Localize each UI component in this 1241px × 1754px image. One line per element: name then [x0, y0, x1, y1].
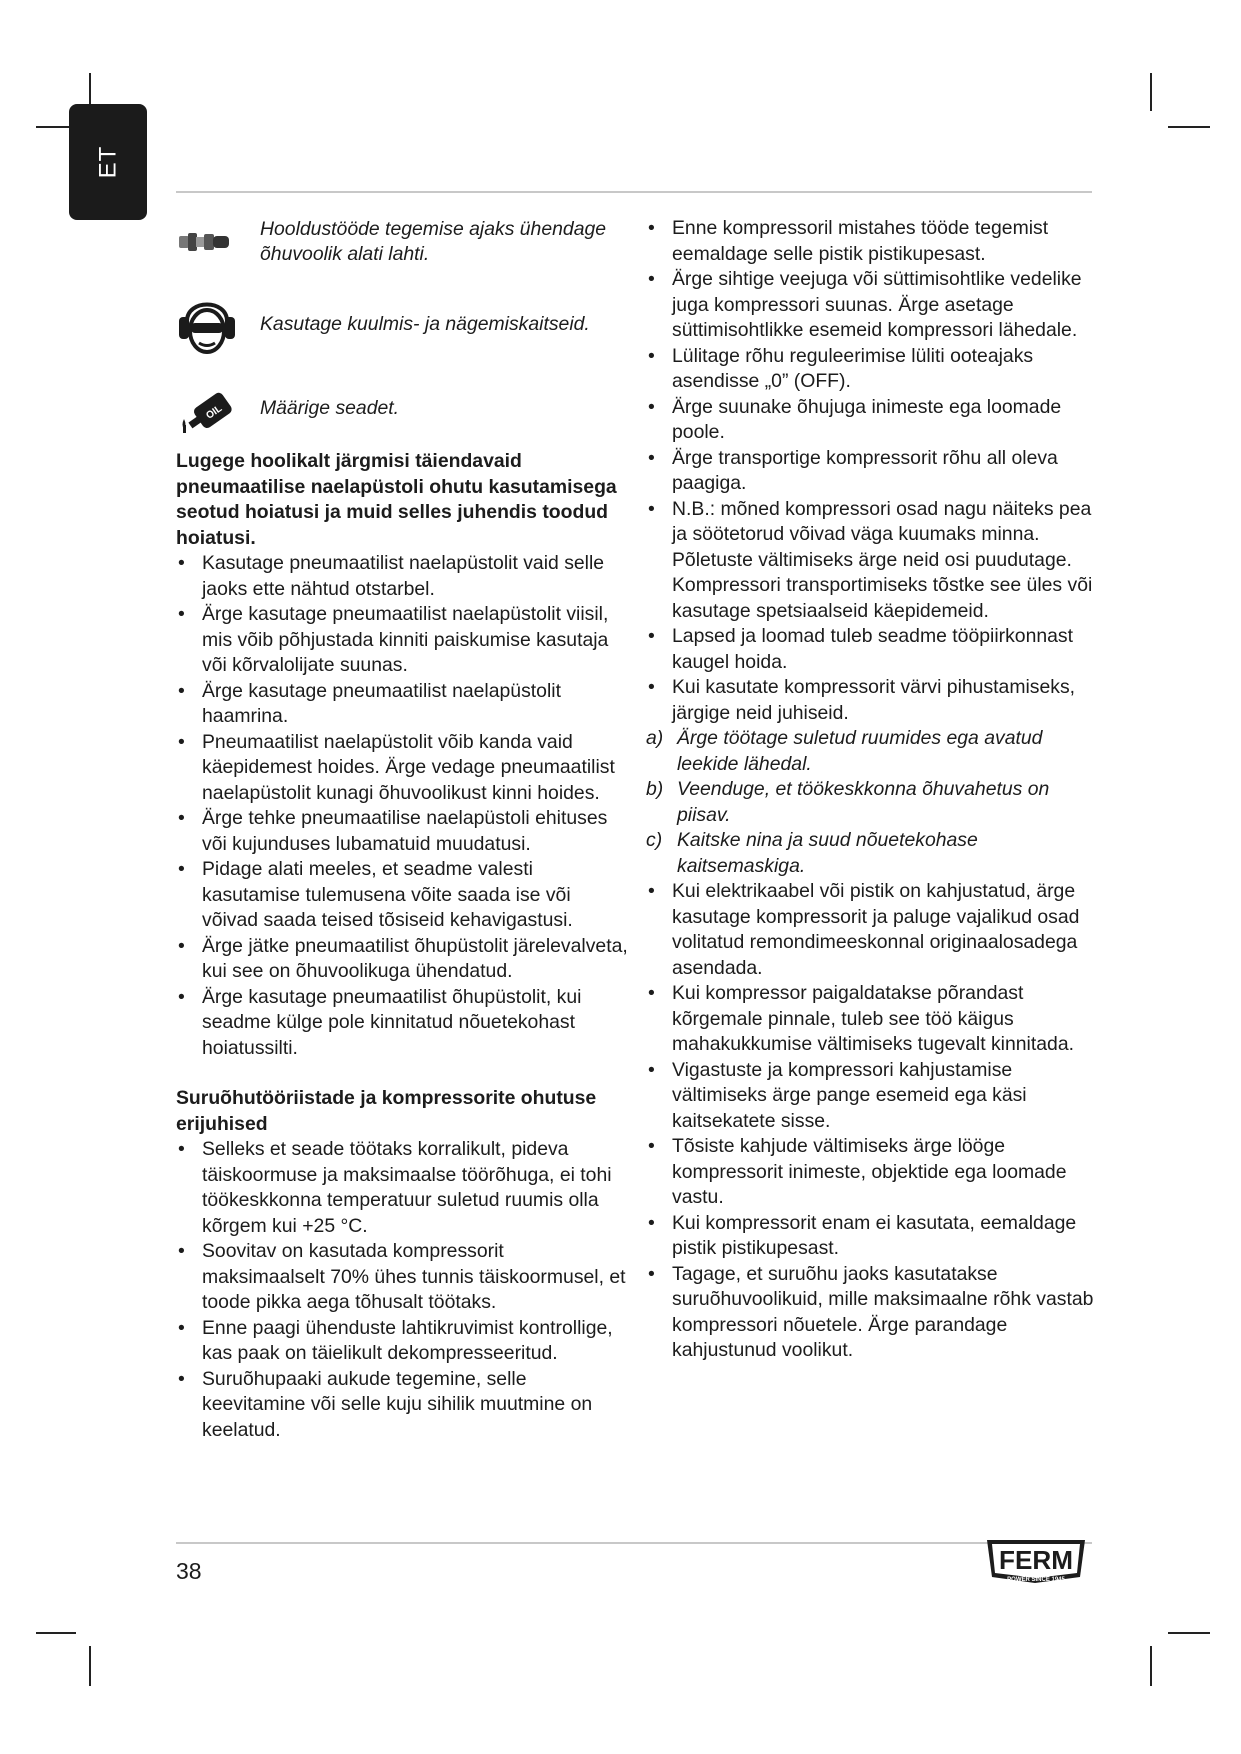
page-number: 38	[176, 1558, 202, 1584]
list-item: • Ärge kasutage pneumaatilist õhupüstolit, kui seadme külge pole kinnitatud nõuetekohast hoiatussilti.	[176, 985, 628, 1062]
safety-list	[646, 879, 1096, 1364]
logo-wordmark: FERM	[999, 1545, 1073, 1575]
list-item: • Selleks et seade töötaks korralikult, pideva täiskoormuse ja maksimaalse töörõhuga, ei tohi töökeskkonna temperatuur suletud ruumis olla kõrgem kui +25 °C.	[176, 1137, 628, 1239]
crop-mark	[1168, 126, 1210, 128]
symbol-row	[176, 383, 628, 435]
list-item: • Ärge suunake õhujuga inimeste ega loomade poole.	[646, 395, 1096, 446]
safety-list	[646, 216, 1096, 726]
logo-tagline: POWER SINCE 1945	[1007, 1577, 1065, 1583]
warning-list	[176, 551, 628, 1061]
symbol-row	[176, 216, 628, 268]
section-heading: Suruõhutööriistade ja kompressorite ohutuse erijuhised	[176, 1087, 597, 1135]
list-item: • Kui kasutate kompressorit värvi pihustamiseks, järgige neid juhiseid.	[646, 675, 1096, 726]
list-item: • Pidage alati meeles, et seadme valesti kasutamise tulemusena võite saada ise või võivad saada teised tõsiseid kehavigastusi.	[176, 857, 628, 934]
oil-can-label: OIL	[204, 403, 225, 422]
crop-mark	[1150, 73, 1152, 111]
oil-can-icon	[176, 385, 236, 433]
language-tab	[69, 104, 147, 220]
sub-item-marker: c)	[646, 829, 663, 851]
list-item: • Suruõhupaaki aukude tegemine, selle keevitamine või selle kuju sihilik muutmine on keelatud.	[176, 1367, 628, 1444]
list-item: • N.B.: mõned kompressori osad nagu näiteks pea ja söötetorud võivad väga kuumaks minna. Põletuste vältimiseks ärge neid osi puudutage. Kompressori transportimiseks tõstke see üles või kasutage spetsiaalseid käepidemeid.	[646, 497, 1096, 625]
symbol-text: Määrige seadet.	[260, 397, 400, 420]
list-item: • Lapsed ja loomad tuleb seadme tööpiirkonnast kaugel hoida.	[646, 624, 1096, 675]
header-rule	[176, 191, 1092, 193]
sub-item-text: Veenduge, et töökeskkonna õhuvahetus on piisav.	[677, 778, 1050, 826]
list-item: • Tagage, et suruõhu jaoks kasutatakse suruõhuvoolikuid, mille maksimaalne rõhk vastab kompressori nõuetele. Ärge parandage kahjustunud voolikut.	[646, 1262, 1096, 1364]
sub-item-text: Ärge töötage suletud ruumides ega avatud leekide lähedal.	[677, 727, 1043, 775]
section-heading: Lugege hoolikalt järgmisi täiendavaid pneumaatilise naelapüstoli ohutu kasutamisega seotud hoiatusi ja muid selles juhendis toodud hoiatusi.	[176, 450, 617, 549]
list-item: • Ärge tehke pneumaatilise naelapüstoli ehituses või kujunduses lubamatuid muudatusi.	[176, 806, 628, 857]
list-item: • Soovitav on kasutada kompressorit maksimaalselt 70% ühes tunnis täiskoormusel, et toode pikka aega tõhusalt töötaks.	[176, 1239, 628, 1316]
language-code: ET	[93, 145, 121, 179]
list-item: • Ärge kasutage pneumaatilist naelapüstolit viisil, mis võib põhjustada kinniti paiskumise kasutaja või kõrvalolijate suunas.	[176, 602, 628, 679]
symbol-text: Kasutage kuulmis- ja nägemiskaitseid.	[260, 313, 590, 336]
list-item: • Kui kompressorit enam ei kasutata, eemaldage pistik pistikupesast.	[646, 1211, 1096, 1262]
crop-mark	[36, 1632, 76, 1634]
symbol-row	[176, 287, 628, 363]
sub-item-marker: a)	[646, 727, 664, 749]
list-item: • Kui kompressor paigaldatakse põrandast kõrgemale pinnale, tuleb see töö käigus mahakukkumise vältimiseks tugevalt kinnitada.	[646, 981, 1096, 1058]
footer-rule	[176, 1542, 1092, 1544]
list-item: • Ärge sihtige veejuga või süttimisohtlike vedelike juga kompressori suunas. Ärge asetage süttimisohtlikke esemeid kompressori lähedale.	[646, 267, 1096, 344]
list-item: • Ärge jätke pneumaatilist õhupüstolit järelevalveta, kui see on õhuvoolikuga ühendatud.	[176, 934, 628, 985]
list-item: • Pneumaatilist naelapüstolit võib kanda vaid käepidemest hoides. Ärge vedage pneumaatilist naelapüstolit kunagi õhuvoolikust kinni hoides.	[176, 730, 628, 807]
ferm-logo	[981, 1539, 1091, 1587]
list-item: • Enne kompressoril mistahes tööde tegemist eemaldage selle pistik pistikupesast.	[646, 216, 1096, 267]
list-item: • Kui elektrikaabel või pistik on kahjustatud, ärge kasutage kompressorit ja paluge vajalikud osad volitatud remondimeeskonnal originaalosadega asendada.	[646, 879, 1096, 981]
list-item: • Tõsiste kahjude vältimiseks ärge lööge kompressorit inimeste, objektide ega loomade vastu.	[646, 1134, 1096, 1211]
crop-mark	[1150, 1646, 1152, 1686]
sub-item-text: Kaitske nina ja suud nõuetekohase kaitsemaskiga.	[677, 829, 978, 877]
sub-item	[646, 726, 1096, 777]
list-item: • Vigastuste ja kompressori kahjustamise vältimiseks ärge pange esemeid ega käsi kaitsekatete sisse.	[646, 1058, 1096, 1135]
crop-mark	[1168, 1632, 1210, 1634]
sub-item-marker: b)	[646, 778, 664, 800]
sub-item	[646, 828, 1096, 879]
list-item: • Enne paagi ühenduste lahtikruvimist kontrollige, kas paak on täielikult dekompresseeritud.	[176, 1316, 628, 1367]
ear-eye-protection-icon	[176, 293, 238, 357]
crop-mark	[89, 1646, 91, 1686]
air-hose-coupling-icon	[176, 227, 232, 257]
safety-list	[176, 1137, 628, 1443]
list-item: • Kasutage pneumaatilist naelapüstolit vaid selle jaoks ette nähtud otstarbel.	[176, 551, 628, 602]
right-column	[646, 216, 1096, 1364]
list-item: • Lülitage rõhu reguleerimise lüliti ooteajaks asendisse „0” (OFF).	[646, 344, 1096, 395]
sub-item	[646, 777, 1096, 828]
list-item: • Ärge transportige kompressorit rõhu all oleva paagiga.	[646, 446, 1096, 497]
symbol-text: Hooldustööde tegemise ajaks ühendage õhuvoolik alati lahti.	[260, 217, 607, 265]
list-item: • Ärge kasutage pneumaatilist naelapüstolit haamrina.	[176, 679, 628, 730]
left-column	[176, 216, 628, 1443]
